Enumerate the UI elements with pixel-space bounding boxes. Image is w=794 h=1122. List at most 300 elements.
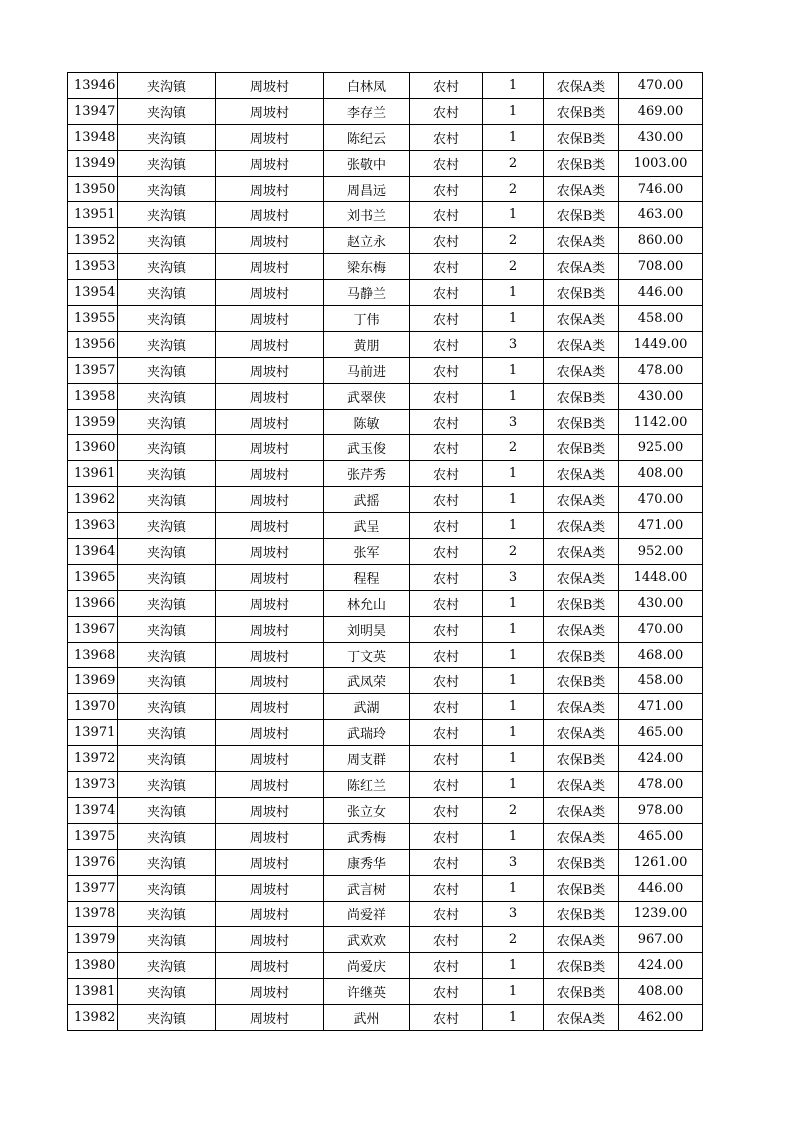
insurance-class-cell: 农保B类	[544, 642, 619, 668]
area-type-cell: 农村	[410, 901, 483, 927]
village-cell: 周坡村	[216, 875, 324, 901]
person-name-cell: 周昌远	[324, 176, 410, 202]
table-row	[68, 720, 703, 746]
amount-cell: 746.00	[619, 176, 703, 202]
table-row	[68, 642, 703, 668]
household-count-cell: 1	[483, 772, 544, 798]
table-row	[68, 746, 703, 772]
amount-cell: 471.00	[619, 694, 703, 720]
record-id-cell: 13965	[68, 564, 118, 590]
person-name-cell: 武玉俊	[324, 435, 410, 461]
area-type-cell: 农村	[410, 539, 483, 565]
person-name-cell: 刘明昊	[324, 616, 410, 642]
insurance-class-cell: 农保A类	[544, 331, 619, 357]
person-name-cell: 刘书兰	[324, 202, 410, 228]
amount-cell: 470.00	[619, 487, 703, 513]
table-row	[68, 202, 703, 228]
household-count-cell: 2	[483, 228, 544, 254]
village-cell: 周坡村	[216, 435, 324, 461]
town-cell: 夹沟镇	[118, 953, 216, 979]
area-type-cell: 农村	[410, 772, 483, 798]
table-row	[68, 306, 703, 332]
town-cell: 夹沟镇	[118, 461, 216, 487]
table-row	[68, 590, 703, 616]
amount-cell: 446.00	[619, 875, 703, 901]
town-cell: 夹沟镇	[118, 927, 216, 953]
record-id-cell: 13977	[68, 875, 118, 901]
village-cell: 周坡村	[216, 668, 324, 694]
insurance-class-cell: 农保B类	[544, 124, 619, 150]
insurance-class-cell: 农保A类	[544, 513, 619, 539]
village-cell: 周坡村	[216, 616, 324, 642]
record-id-cell: 13976	[68, 849, 118, 875]
table-row	[68, 513, 703, 539]
household-count-cell: 1	[483, 280, 544, 306]
household-count-cell: 1	[483, 953, 544, 979]
amount-cell: 478.00	[619, 772, 703, 798]
person-name-cell: 武摇	[324, 487, 410, 513]
town-cell: 夹沟镇	[118, 73, 216, 99]
table-row	[68, 1005, 703, 1031]
town-cell: 夹沟镇	[118, 720, 216, 746]
table-row	[68, 98, 703, 124]
record-id-cell: 13951	[68, 202, 118, 228]
record-id-cell: 13966	[68, 590, 118, 616]
household-count-cell: 1	[483, 73, 544, 99]
town-cell: 夹沟镇	[118, 668, 216, 694]
area-type-cell: 农村	[410, 953, 483, 979]
amount-cell: 458.00	[619, 668, 703, 694]
record-id-cell: 13974	[68, 797, 118, 823]
amount-cell: 458.00	[619, 306, 703, 332]
town-cell: 夹沟镇	[118, 772, 216, 798]
household-count-cell: 2	[483, 176, 544, 202]
person-name-cell: 武湖	[324, 694, 410, 720]
village-cell: 周坡村	[216, 979, 324, 1005]
person-name-cell: 康秀华	[324, 849, 410, 875]
area-type-cell: 农村	[410, 73, 483, 99]
insurance-class-cell: 农保B类	[544, 875, 619, 901]
town-cell: 夹沟镇	[118, 98, 216, 124]
household-count-cell: 3	[483, 901, 544, 927]
area-type-cell: 农村	[410, 875, 483, 901]
amount-cell: 430.00	[619, 124, 703, 150]
record-id-cell: 13958	[68, 383, 118, 409]
table-row	[68, 409, 703, 435]
person-name-cell: 丁伟	[324, 306, 410, 332]
amount-cell: 860.00	[619, 228, 703, 254]
village-cell: 周坡村	[216, 383, 324, 409]
village-cell: 周坡村	[216, 124, 324, 150]
area-type-cell: 农村	[410, 564, 483, 590]
person-name-cell: 张芹秀	[324, 461, 410, 487]
person-name-cell: 武言树	[324, 875, 410, 901]
area-type-cell: 农村	[410, 228, 483, 254]
village-cell: 周坡村	[216, 73, 324, 99]
table-row	[68, 927, 703, 953]
table-row	[68, 331, 703, 357]
household-count-cell: 1	[483, 98, 544, 124]
person-name-cell: 张立女	[324, 797, 410, 823]
village-cell: 周坡村	[216, 513, 324, 539]
person-name-cell: 武翠侠	[324, 383, 410, 409]
area-type-cell: 农村	[410, 383, 483, 409]
record-id-cell: 13979	[68, 927, 118, 953]
insurance-class-cell: 农保B类	[544, 409, 619, 435]
person-name-cell: 武呈	[324, 513, 410, 539]
town-cell: 夹沟镇	[118, 823, 216, 849]
person-name-cell: 武欢欢	[324, 927, 410, 953]
village-cell: 周坡村	[216, 202, 324, 228]
insurance-class-cell: 农保B类	[544, 280, 619, 306]
household-count-cell: 1	[483, 746, 544, 772]
person-name-cell: 黄朋	[324, 331, 410, 357]
town-cell: 夹沟镇	[118, 539, 216, 565]
table-row	[68, 383, 703, 409]
town-cell: 夹沟镇	[118, 383, 216, 409]
table-row	[68, 461, 703, 487]
household-count-cell: 1	[483, 1005, 544, 1031]
insurance-class-cell: 农保A类	[544, 228, 619, 254]
person-name-cell: 赵立永	[324, 228, 410, 254]
amount-cell: 446.00	[619, 280, 703, 306]
record-id-cell: 13967	[68, 616, 118, 642]
area-type-cell: 农村	[410, 487, 483, 513]
household-count-cell: 2	[483, 254, 544, 280]
village-cell: 周坡村	[216, 1005, 324, 1031]
record-id-cell: 13959	[68, 409, 118, 435]
records-table	[67, 72, 703, 1031]
village-cell: 周坡村	[216, 642, 324, 668]
village-cell: 周坡村	[216, 720, 324, 746]
town-cell: 夹沟镇	[118, 694, 216, 720]
insurance-class-cell: 农保A类	[544, 357, 619, 383]
town-cell: 夹沟镇	[118, 487, 216, 513]
town-cell: 夹沟镇	[118, 849, 216, 875]
insurance-class-cell: 农保B类	[544, 435, 619, 461]
household-count-cell: 1	[483, 668, 544, 694]
table-row	[68, 953, 703, 979]
record-id-cell: 13970	[68, 694, 118, 720]
village-cell: 周坡村	[216, 901, 324, 927]
household-count-cell: 1	[483, 487, 544, 513]
record-id-cell: 13949	[68, 150, 118, 176]
area-type-cell: 农村	[410, 280, 483, 306]
record-id-cell: 13982	[68, 1005, 118, 1031]
household-count-cell: 1	[483, 306, 544, 332]
household-count-cell: 1	[483, 875, 544, 901]
insurance-class-cell: 农保A类	[544, 1005, 619, 1031]
record-id-cell: 13953	[68, 254, 118, 280]
record-id-cell: 13972	[68, 746, 118, 772]
amount-cell: 1239.00	[619, 901, 703, 927]
area-type-cell: 农村	[410, 254, 483, 280]
table-row	[68, 124, 703, 150]
person-name-cell: 丁文英	[324, 642, 410, 668]
table-row	[68, 487, 703, 513]
record-id-cell: 13947	[68, 98, 118, 124]
record-id-cell: 13981	[68, 979, 118, 1005]
area-type-cell: 农村	[410, 331, 483, 357]
record-id-cell: 13973	[68, 772, 118, 798]
amount-cell: 978.00	[619, 797, 703, 823]
amount-cell: 408.00	[619, 461, 703, 487]
person-name-cell: 尚爱祥	[324, 901, 410, 927]
record-id-cell: 13960	[68, 435, 118, 461]
area-type-cell: 农村	[410, 435, 483, 461]
record-id-cell: 13969	[68, 668, 118, 694]
town-cell: 夹沟镇	[118, 409, 216, 435]
amount-cell: 470.00	[619, 73, 703, 99]
household-count-cell: 1	[483, 616, 544, 642]
household-count-cell: 1	[483, 383, 544, 409]
household-count-cell: 1	[483, 823, 544, 849]
table-row	[68, 280, 703, 306]
table-row	[68, 668, 703, 694]
person-name-cell: 李存兰	[324, 98, 410, 124]
town-cell: 夹沟镇	[118, 202, 216, 228]
table-row	[68, 901, 703, 927]
village-cell: 周坡村	[216, 694, 324, 720]
record-id-cell: 13971	[68, 720, 118, 746]
amount-cell: 465.00	[619, 720, 703, 746]
household-count-cell: 3	[483, 409, 544, 435]
record-id-cell: 13946	[68, 73, 118, 99]
area-type-cell: 农村	[410, 979, 483, 1005]
insurance-class-cell: 农保B类	[544, 746, 619, 772]
table-row	[68, 254, 703, 280]
village-cell: 周坡村	[216, 797, 324, 823]
household-count-cell: 3	[483, 331, 544, 357]
household-count-cell: 3	[483, 849, 544, 875]
person-name-cell: 张敬中	[324, 150, 410, 176]
record-id-cell: 13963	[68, 513, 118, 539]
village-cell: 周坡村	[216, 176, 324, 202]
person-name-cell: 白林凤	[324, 73, 410, 99]
table-row	[68, 435, 703, 461]
area-type-cell: 农村	[410, 616, 483, 642]
insurance-class-cell: 农保B类	[544, 979, 619, 1005]
village-cell: 周坡村	[216, 150, 324, 176]
insurance-class-cell: 农保A类	[544, 176, 619, 202]
town-cell: 夹沟镇	[118, 513, 216, 539]
household-count-cell: 1	[483, 461, 544, 487]
household-count-cell: 1	[483, 202, 544, 228]
area-type-cell: 农村	[410, 927, 483, 953]
amount-cell: 925.00	[619, 435, 703, 461]
record-id-cell: 13950	[68, 176, 118, 202]
insurance-class-cell: 农保A类	[544, 694, 619, 720]
person-name-cell: 程程	[324, 564, 410, 590]
table-row	[68, 979, 703, 1005]
village-cell: 周坡村	[216, 487, 324, 513]
village-cell: 周坡村	[216, 331, 324, 357]
area-type-cell: 农村	[410, 176, 483, 202]
area-type-cell: 农村	[410, 746, 483, 772]
town-cell: 夹沟镇	[118, 331, 216, 357]
table-row	[68, 694, 703, 720]
person-name-cell: 尚爱庆	[324, 953, 410, 979]
insurance-class-cell: 农保A类	[544, 772, 619, 798]
area-type-cell: 农村	[410, 513, 483, 539]
area-type-cell: 农村	[410, 306, 483, 332]
amount-cell: 469.00	[619, 98, 703, 124]
area-type-cell: 农村	[410, 98, 483, 124]
person-name-cell: 陈红兰	[324, 772, 410, 798]
village-cell: 周坡村	[216, 927, 324, 953]
table-row	[68, 73, 703, 99]
village-cell: 周坡村	[216, 772, 324, 798]
amount-cell: 408.00	[619, 979, 703, 1005]
town-cell: 夹沟镇	[118, 435, 216, 461]
area-type-cell: 农村	[410, 720, 483, 746]
amount-cell: 1261.00	[619, 849, 703, 875]
village-cell: 周坡村	[216, 228, 324, 254]
town-cell: 夹沟镇	[118, 746, 216, 772]
person-name-cell: 武瑞玲	[324, 720, 410, 746]
area-type-cell: 农村	[410, 642, 483, 668]
person-name-cell: 武秀梅	[324, 823, 410, 849]
village-cell: 周坡村	[216, 357, 324, 383]
table-row	[68, 357, 703, 383]
town-cell: 夹沟镇	[118, 1005, 216, 1031]
household-count-cell: 1	[483, 590, 544, 616]
amount-cell: 463.00	[619, 202, 703, 228]
town-cell: 夹沟镇	[118, 176, 216, 202]
area-type-cell: 农村	[410, 461, 483, 487]
record-id-cell: 13978	[68, 901, 118, 927]
area-type-cell: 农村	[410, 849, 483, 875]
insurance-class-cell: 农保A类	[544, 823, 619, 849]
person-name-cell: 马静兰	[324, 280, 410, 306]
amount-cell: 430.00	[619, 590, 703, 616]
town-cell: 夹沟镇	[118, 124, 216, 150]
record-id-cell: 13956	[68, 331, 118, 357]
area-type-cell: 农村	[410, 202, 483, 228]
person-name-cell: 周支群	[324, 746, 410, 772]
amount-cell: 470.00	[619, 616, 703, 642]
household-count-cell: 1	[483, 979, 544, 1005]
area-type-cell: 农村	[410, 1005, 483, 1031]
household-count-cell: 1	[483, 124, 544, 150]
village-cell: 周坡村	[216, 953, 324, 979]
record-id-cell: 13964	[68, 539, 118, 565]
household-count-cell: 2	[483, 150, 544, 176]
amount-cell: 967.00	[619, 927, 703, 953]
household-count-cell: 1	[483, 642, 544, 668]
insurance-class-cell: 农保B类	[544, 849, 619, 875]
table-row	[68, 539, 703, 565]
amount-cell: 430.00	[619, 383, 703, 409]
village-cell: 周坡村	[216, 564, 324, 590]
village-cell: 周坡村	[216, 539, 324, 565]
town-cell: 夹沟镇	[118, 797, 216, 823]
amount-cell: 1142.00	[619, 409, 703, 435]
area-type-cell: 农村	[410, 668, 483, 694]
town-cell: 夹沟镇	[118, 254, 216, 280]
table-row	[68, 772, 703, 798]
insurance-class-cell: 农保A类	[544, 616, 619, 642]
insurance-class-cell: 农保A类	[544, 461, 619, 487]
table-row	[68, 176, 703, 202]
area-type-cell: 农村	[410, 590, 483, 616]
table-row	[68, 849, 703, 875]
household-count-cell: 2	[483, 797, 544, 823]
household-count-cell: 2	[483, 435, 544, 461]
insurance-class-cell: 农保A类	[544, 306, 619, 332]
insurance-class-cell: 农保B类	[544, 953, 619, 979]
record-id-cell: 13954	[68, 280, 118, 306]
town-cell: 夹沟镇	[118, 979, 216, 1005]
village-cell: 周坡村	[216, 280, 324, 306]
household-count-cell: 3	[483, 564, 544, 590]
village-cell: 周坡村	[216, 746, 324, 772]
area-type-cell: 农村	[410, 823, 483, 849]
town-cell: 夹沟镇	[118, 564, 216, 590]
record-id-cell: 13948	[68, 124, 118, 150]
area-type-cell: 农村	[410, 409, 483, 435]
amount-cell: 471.00	[619, 513, 703, 539]
insurance-class-cell: 农保B类	[544, 202, 619, 228]
table-row	[68, 797, 703, 823]
town-cell: 夹沟镇	[118, 616, 216, 642]
insurance-class-cell: 农保B类	[544, 150, 619, 176]
household-count-cell: 1	[483, 694, 544, 720]
insurance-class-cell: 农保A类	[544, 539, 619, 565]
area-type-cell: 农村	[410, 694, 483, 720]
record-id-cell: 13962	[68, 487, 118, 513]
household-count-cell: 1	[483, 513, 544, 539]
insurance-class-cell: 农保B类	[544, 383, 619, 409]
record-id-cell: 13968	[68, 642, 118, 668]
table-row	[68, 616, 703, 642]
table-row	[68, 823, 703, 849]
amount-cell: 424.00	[619, 746, 703, 772]
person-name-cell: 武凤荣	[324, 668, 410, 694]
person-name-cell: 许继英	[324, 979, 410, 1005]
village-cell: 周坡村	[216, 409, 324, 435]
town-cell: 夹沟镇	[118, 228, 216, 254]
table-row	[68, 228, 703, 254]
person-name-cell: 马前进	[324, 357, 410, 383]
insurance-class-cell: 农保A类	[544, 73, 619, 99]
amount-cell: 1448.00	[619, 564, 703, 590]
insurance-class-cell: 农保B类	[544, 98, 619, 124]
record-id-cell: 13952	[68, 228, 118, 254]
area-type-cell: 农村	[410, 124, 483, 150]
insurance-class-cell: 农保A类	[544, 254, 619, 280]
area-type-cell: 农村	[410, 357, 483, 383]
village-cell: 周坡村	[216, 461, 324, 487]
insurance-class-cell: 农保A类	[544, 720, 619, 746]
amount-cell: 478.00	[619, 357, 703, 383]
person-name-cell: 武州	[324, 1005, 410, 1031]
town-cell: 夹沟镇	[118, 901, 216, 927]
village-cell: 周坡村	[216, 823, 324, 849]
table-row	[68, 150, 703, 176]
insurance-class-cell: 农保B类	[544, 901, 619, 927]
insurance-class-cell: 农保B类	[544, 590, 619, 616]
insurance-class-cell: 农保A类	[544, 564, 619, 590]
area-type-cell: 农村	[410, 797, 483, 823]
record-id-cell: 13955	[68, 306, 118, 332]
record-id-cell: 13975	[68, 823, 118, 849]
town-cell: 夹沟镇	[118, 875, 216, 901]
table-row	[68, 564, 703, 590]
amount-cell: 465.00	[619, 823, 703, 849]
record-id-cell: 13980	[68, 953, 118, 979]
village-cell: 周坡村	[216, 849, 324, 875]
